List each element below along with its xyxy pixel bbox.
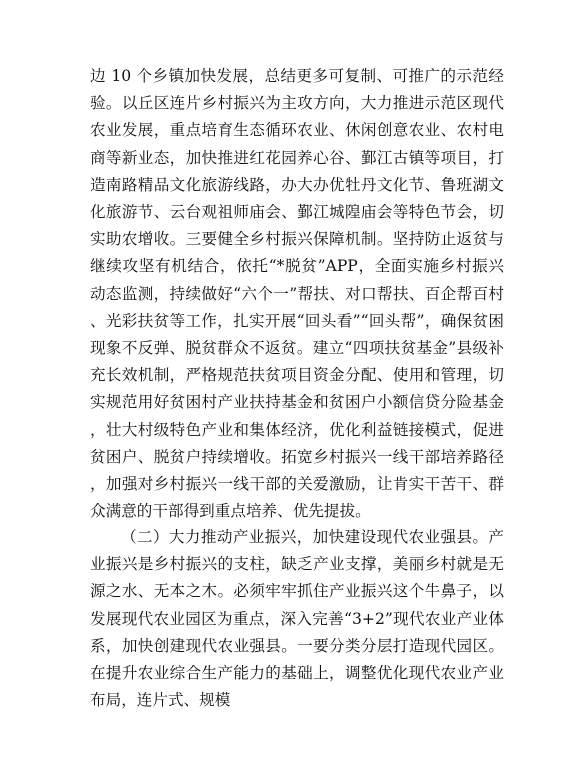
body-paragraph-2: （二）大力推动产业振兴，加快建设现代农业强县。产业振兴是乡村振兴的支柱，缺乏产业支撑，美丽乡村就是无源之水、无本之木。必须牢牢抓住产业振兴这个牛鼻子，以发展现代农业园区为重点，深入完善“3+2”现代农业产业体系，加快创建现代农业强县。一要分类分层打造现代园区。在提升农业综合生产能力的基础上，调整优化现代农业产业布局，连片式、规模 [90,528,504,710]
body-paragraph-1: 边 10 个乡镇加快发展，总结更多可复制、可推广的示范经验。以丘区连片乡村振兴为主攻方向，大力推进示范区现代农业发展，重点培育生态循环农业、休闲创意农业、农村电商等新业态，加快推进红花园养心谷、鄞江古镇等项目，打造南路精品文化旅游线路，办大办优牡丹文化节、鲁班湖文化旅游节、云台观祖师庙会、鄞江城隍庙会等特色节会，切实助农增收。三要健全乡村振兴保障机制。坚持防止返贫与继续攻坚有机结合，依托“*脱贫”APP，全面实施乡村振兴动态监测，持续做好“六个一”帮扶、对口帮扶、百企帮百村、光彩扶贫等工作，扎实开展“回头看”“回头帮”，确保贫困现象不反弹、脱贫群众不返贫。建立“四项扶贫基金”县级补充长效机制，严格规范扶贫项目资金分配、使用和管理，切实规范用好贫困村产业扶持基金和贫困户小额信贷分险基金，壮大村级特色产业和集体经济，优化利益链接模式，促进贫困户、脱贫户持续增收。拓宽乡村振兴一线干部培养路径，加强对乡村振兴一线干部的关爱激励，让肯实干苦干、群众满意的干部得到重点培养、优先提拔。 [90,67,504,521]
